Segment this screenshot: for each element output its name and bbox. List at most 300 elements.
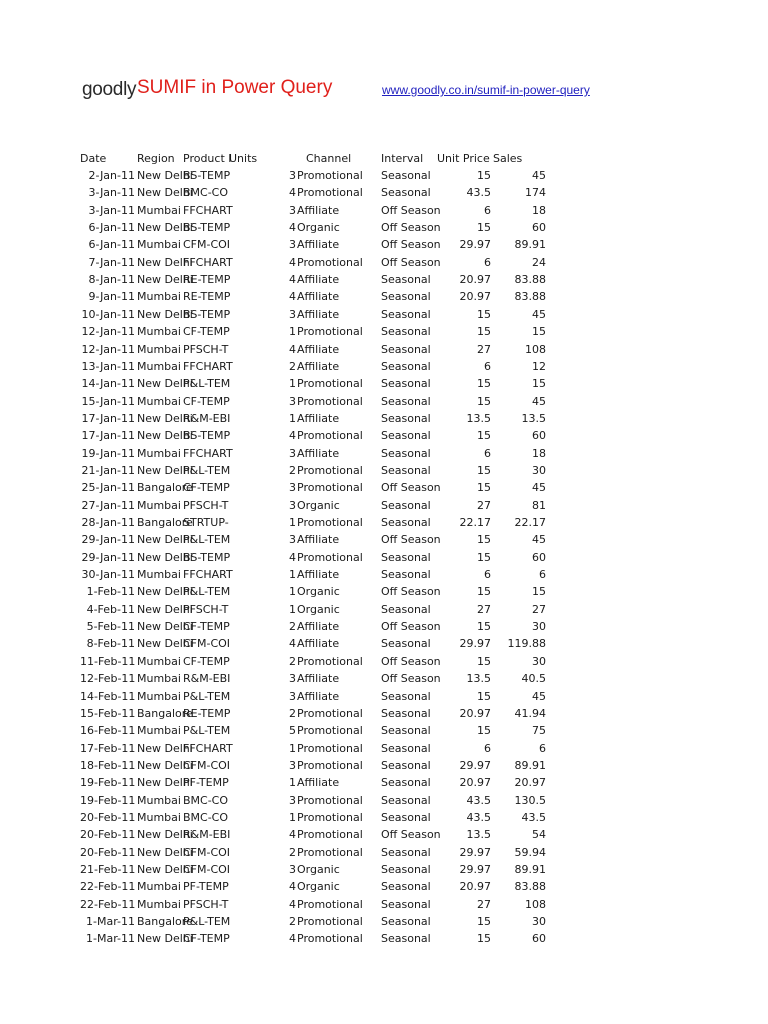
product-cell: BMC-CO [183,793,229,807]
table-row [0,861,768,878]
channel-cell: Promotional [297,741,363,755]
sales-cell: 15 [532,585,546,599]
channel-cell: Affiliate [297,533,340,547]
region-cell: Mumbai [137,325,181,339]
product-cell: FFCHART [183,568,233,582]
region-cell: Bangalore [137,706,193,720]
units-cell: 4 [289,221,296,235]
channel-cell: Promotional [297,186,363,200]
sales-cell: 45 [532,533,546,547]
units-cell: 1 [289,568,296,582]
date-cell: 15-Feb-11 [80,706,136,720]
table-row [0,653,768,670]
table-row [0,254,768,271]
region-cell: Mumbai [137,203,181,217]
unit-price-cell: 15 [477,654,491,668]
sales-cell: 43.5 [521,810,546,824]
region-cell: Mumbai [137,793,181,807]
interval-cell: Seasonal [381,689,431,703]
date-cell: 29-Jan-11 [81,533,135,547]
interval-cell: Seasonal [381,758,431,772]
unit-price-cell: 29.97 [459,758,491,772]
sales-cell: 41.94 [514,706,546,720]
channel-cell: Promotional [297,932,363,946]
units-cell: 4 [289,932,296,946]
units-cell: 3 [289,169,296,182]
unit-price-cell: 15 [477,550,491,564]
region-cell: New Delhi [137,828,193,842]
date-cell: 19-Feb-11 [80,776,136,790]
col-header-units: Units [229,152,258,165]
sales-cell: 60 [532,429,546,443]
table-row [0,288,768,305]
interval-cell: Off Season [381,221,441,235]
units-cell: 1 [289,602,296,616]
unit-price-cell: 15 [477,307,491,321]
sales-cell: 27 [532,602,546,616]
units-cell: 4 [289,880,296,894]
product-cell: PFSCH-T [183,342,229,356]
unit-price-cell: 20.97 [459,290,491,304]
interval-cell: Off Season [381,203,441,217]
unit-price-cell: 15 [477,481,491,495]
table-row [0,462,768,479]
product-cell: CF-TEMP [183,481,230,495]
units-cell: 4 [289,255,296,269]
region-cell: New Delhi [137,377,193,391]
units-cell: 1 [289,377,296,391]
region-cell: New Delhi [137,845,193,859]
sales-cell: 40.5 [521,672,546,686]
units-cell: 1 [289,741,296,755]
channel-cell: Affiliate [297,290,340,304]
channel-cell: Promotional [297,897,363,911]
interval-cell: Seasonal [381,568,431,582]
product-cell: BS-TEMP [183,429,231,443]
region-cell: New Delhi [137,533,193,547]
region-cell: New Delhi [137,463,193,477]
date-cell: 19-Feb-11 [80,793,136,807]
units-cell: 3 [289,533,296,547]
date-cell: 2-Jan-11 [88,169,135,182]
unit-price-cell: 27 [477,498,491,512]
product-cell: BS-TEMP [183,221,231,235]
sales-cell: 60 [532,550,546,564]
region-cell: Mumbai [137,498,181,512]
date-cell: 1-Feb-11 [86,585,135,599]
sales-cell: 59.94 [514,845,546,859]
units-cell: 4 [289,290,296,304]
region-cell: New Delhi [137,550,193,564]
sales-cell: 60 [532,221,546,235]
date-cell: 21-Jan-11 [81,463,135,477]
region-cell: Mumbai [137,724,181,738]
col-header-channel: Channel [306,152,352,165]
interval-cell: Seasonal [381,463,431,477]
sales-cell: 89.91 [514,758,546,772]
units-cell: 2 [289,915,296,929]
region-cell: New Delhi [137,620,193,634]
unit-price-cell: 43.5 [466,810,491,824]
units-cell: 2 [289,706,296,720]
region-cell: New Delhi [137,255,193,269]
sales-cell: 15 [532,377,546,391]
interval-cell: Seasonal [381,377,431,391]
interval-cell: Seasonal [381,429,431,443]
table-row [0,722,768,739]
channel-cell: Organic [297,498,340,512]
sales-cell: 119.88 [507,637,546,651]
date-cell: 8-Feb-11 [86,637,135,651]
units-cell: 4 [289,897,296,911]
date-cell: 20-Feb-11 [80,828,136,842]
interval-cell: Seasonal [381,498,431,512]
product-cell: BS-TEMP [183,169,231,182]
date-cell: 21-Feb-11 [80,863,136,876]
region-cell: New Delhi [137,429,193,443]
units-cell: 1 [289,516,296,529]
interval-cell: Off Season [381,533,441,547]
sales-cell: 30 [532,654,546,668]
unit-price-cell: 15 [477,533,491,547]
sales-cell: 45 [532,689,546,703]
region-cell: Mumbai [137,290,181,304]
date-cell: 9-Jan-11 [88,290,135,304]
channel-cell: Promotional [297,828,363,842]
date-cell: 17-Jan-11 [81,411,135,425]
page-title: SUMIF in Power Query [137,77,333,98]
channel-cell: Affiliate [297,342,340,356]
date-cell: 20-Feb-11 [80,810,136,824]
channel-cell: Affiliate [297,273,340,287]
article-link[interactable]: www.goodly.co.in/sumif-in-power-query [382,83,590,97]
unit-price-cell: 20.97 [459,706,491,720]
sales-cell: 18 [532,446,546,460]
units-cell: 3 [289,238,296,252]
interval-cell: Off Season [381,238,441,252]
table-row [0,896,768,913]
channel-cell: Affiliate [297,238,340,252]
product-cell: FFCHART [183,203,233,217]
date-cell: 12-Jan-11 [81,325,135,339]
unit-price-cell: 13.5 [466,411,491,425]
unit-price-cell: 15 [477,377,491,391]
col-header-unit-price: Unit Price [437,152,490,165]
date-cell: 4-Feb-11 [86,602,135,616]
product-cell: P&L-TEM [183,463,231,477]
date-cell: 15-Jan-11 [81,394,135,408]
unit-price-cell: 43.5 [466,186,491,200]
units-cell: 4 [289,186,296,200]
region-cell: New Delhi [137,637,193,651]
region-cell: New Delhi [137,932,193,946]
product-cell: STRTUP- [183,516,229,529]
region-cell: Mumbai [137,394,181,408]
units-cell: 1 [289,810,296,824]
product-cell: CFM-COI [183,758,231,772]
table-row [0,236,768,253]
table-row [0,844,768,861]
table-row [0,601,768,618]
sales-cell: 130.5 [514,793,546,807]
date-cell: 29-Jan-11 [81,550,135,564]
unit-price-cell: 29.97 [459,845,491,859]
interval-cell: Seasonal [381,359,431,373]
unit-price-cell: 15 [477,620,491,634]
units-cell: 2 [289,359,296,373]
unit-price-cell: 13.5 [466,672,491,686]
table-row [0,618,768,635]
interval-cell: Seasonal [381,724,431,738]
channel-cell: Affiliate [297,203,340,217]
sales-cell: 75 [532,724,546,738]
table-row [0,635,768,652]
channel-cell: Promotional [297,915,363,929]
units-cell: 4 [289,273,296,287]
table-row [0,913,768,930]
sales-cell: 24 [532,255,546,269]
region-cell: Mumbai [137,359,181,373]
channel-cell: Affiliate [297,776,340,790]
channel-cell: Promotional [297,793,363,807]
interval-cell: Off Season [381,828,441,842]
channel-cell: Promotional [297,810,363,824]
date-cell: 28-Jan-11 [81,516,135,529]
interval-cell: Off Season [381,255,441,269]
unit-price-cell: 15 [477,724,491,738]
table-row [0,514,768,531]
product-cell: BMC-CO [183,810,229,824]
unit-price-cell: 15 [477,585,491,599]
interval-cell: Seasonal [381,602,431,616]
units-cell: 3 [289,689,296,703]
table-row [0,497,768,514]
date-cell: 7-Jan-11 [88,255,135,269]
units-cell: 3 [289,203,296,217]
interval-cell: Seasonal [381,706,431,720]
product-cell: RE-TEMP [183,273,231,287]
unit-price-cell: 20.97 [459,273,491,287]
sales-cell: 83.88 [514,880,546,894]
table-row [0,202,768,219]
interval-cell: Off Season [381,481,441,495]
table-row [0,549,768,566]
channel-cell: Promotional [297,481,363,495]
product-cell: CFM-COI [183,845,231,859]
table-row [0,427,768,444]
table-row [0,323,768,340]
sales-cell: 83.88 [514,273,546,287]
channel-cell: Affiliate [297,637,340,651]
product-cell: PF-TEMP [183,880,229,894]
units-cell: 3 [289,394,296,408]
units-cell: 3 [289,793,296,807]
region-cell: New Delhi [137,776,193,790]
interval-cell: Seasonal [381,516,431,529]
unit-price-cell: 6 [484,568,491,582]
date-cell: 25-Jan-11 [81,481,135,495]
region-cell: Mumbai [137,238,181,252]
date-cell: 22-Feb-11 [80,880,136,894]
unit-price-cell: 20.97 [459,776,491,790]
product-cell: BS-TEMP [183,307,231,321]
interval-cell: Off Season [381,672,441,686]
sales-cell: 22.17 [514,516,546,529]
region-cell: Mumbai [137,672,181,686]
goodly-logo: goodly [82,79,137,100]
product-cell: PFSCH-T [183,498,229,512]
table-row [0,670,768,687]
table-row [0,393,768,410]
channel-cell: Promotional [297,255,363,269]
date-cell: 12-Feb-11 [80,672,136,686]
unit-price-cell: 13.5 [466,828,491,842]
channel-cell: Organic [297,602,340,616]
region-cell: New Delhi [137,585,193,599]
unit-price-cell: 6 [484,203,491,217]
table-row [0,358,768,375]
sales-cell: 108 [525,897,546,911]
channel-cell: Promotional [297,654,363,668]
channel-cell: Organic [297,880,340,894]
sales-cell: 45 [532,394,546,408]
units-cell: 3 [289,672,296,686]
product-cell: P&L-TEM [183,533,231,547]
product-cell: FFCHART [183,255,233,269]
region-cell: New Delhi [137,307,193,321]
unit-price-cell: 15 [477,394,491,408]
product-cell: R&M-EBI [183,672,231,686]
sales-cell: 83.88 [514,290,546,304]
sales-cell: 45 [532,481,546,495]
date-cell: 17-Jan-11 [81,429,135,443]
units-cell: 3 [289,863,296,876]
date-cell: 20-Feb-11 [80,845,136,859]
units-cell: 4 [289,828,296,842]
unit-price-cell: 15 [477,429,491,443]
product-cell: R&M-EBI [183,411,231,425]
units-cell: 1 [289,585,296,599]
col-header-interval: Interval [381,152,424,165]
col-header-sales: Sales [493,152,523,165]
product-cell: CF-TEMP [183,325,230,339]
sales-cell: 89.91 [514,238,546,252]
interval-cell: Seasonal [381,186,431,200]
region-cell: Mumbai [137,446,181,460]
date-cell: 19-Jan-11 [81,446,135,460]
units-cell: 1 [289,776,296,790]
interval-cell: Seasonal [381,446,431,460]
date-cell: 16-Feb-11 [80,724,136,738]
sales-cell: 12 [532,359,546,373]
region-cell: New Delhi [137,169,193,182]
product-cell: CF-TEMP [183,654,230,668]
date-cell: 11-Feb-11 [80,654,136,668]
table-row [0,774,768,791]
region-cell: Mumbai [137,810,181,824]
region-cell: Mumbai [137,880,181,894]
product-cell: P&L-TEM [183,915,231,929]
units-cell: 2 [289,654,296,668]
table-row [0,167,768,184]
unit-price-cell: 15 [477,169,491,182]
interval-cell: Seasonal [381,342,431,356]
table-row [0,271,768,288]
col-header-region: Region [137,152,175,165]
sales-cell: 30 [532,463,546,477]
region-cell: New Delhi [137,186,193,200]
sales-cell: 60 [532,932,546,946]
table-row [0,341,768,358]
channel-cell: Organic [297,221,340,235]
channel-cell: Promotional [297,377,363,391]
interval-cell: Seasonal [381,793,431,807]
region-cell: New Delhi [137,758,193,772]
interval-cell: Seasonal [381,897,431,911]
region-cell: New Delhi [137,221,193,235]
product-cell: FFCHART [183,359,233,373]
sales-cell: 89.91 [514,863,546,876]
units-cell: 4 [289,429,296,443]
channel-cell: Promotional [297,550,363,564]
sales-cell: 81 [532,498,546,512]
region-cell: New Delhi [137,602,193,616]
date-cell: 27-Jan-11 [81,498,135,512]
unit-price-cell: 22.17 [459,516,491,529]
unit-price-cell: 20.97 [459,880,491,894]
unit-price-cell: 27 [477,602,491,616]
date-cell: 10-Jan-11 [81,307,135,321]
table-row [0,306,768,323]
channel-cell: Affiliate [297,307,340,321]
product-cell: PFSCH-T [183,602,229,616]
region-cell: New Delhi [137,863,193,876]
interval-cell: Off Season [381,654,441,668]
channel-cell: Promotional [297,429,363,443]
date-cell: 6-Jan-11 [88,238,135,252]
unit-price-cell: 6 [484,255,491,269]
sales-cell: 13.5 [521,411,546,425]
date-cell: 14-Feb-11 [80,689,136,703]
interval-cell: Seasonal [381,776,431,790]
unit-price-cell: 27 [477,897,491,911]
interval-cell: Seasonal [381,741,431,755]
channel-cell: Organic [297,585,340,599]
product-cell: CFM-COI [183,863,231,876]
channel-cell: Organic [297,863,340,876]
interval-cell: Off Season [381,620,441,634]
table-row [0,219,768,236]
unit-price-cell: 15 [477,221,491,235]
date-cell: 6-Jan-11 [88,221,135,235]
product-cell: FFCHART [183,446,233,460]
product-cell: R&M-EBI [183,828,231,842]
unit-price-cell: 6 [484,446,491,460]
date-cell: 22-Feb-11 [80,897,136,911]
date-cell: 13-Jan-11 [81,359,135,373]
region-cell: New Delhi [137,273,193,287]
table-row [0,878,768,895]
product-cell: BMC-CO [183,186,229,200]
units-cell: 2 [289,463,296,477]
channel-cell: Promotional [297,169,363,182]
interval-cell: Seasonal [381,845,431,859]
date-cell: 1-Mar-11 [86,932,135,946]
table-row [0,757,768,774]
channel-cell: Affiliate [297,411,340,425]
unit-price-cell: 43.5 [466,793,491,807]
product-cell: P&L-TEM [183,689,231,703]
